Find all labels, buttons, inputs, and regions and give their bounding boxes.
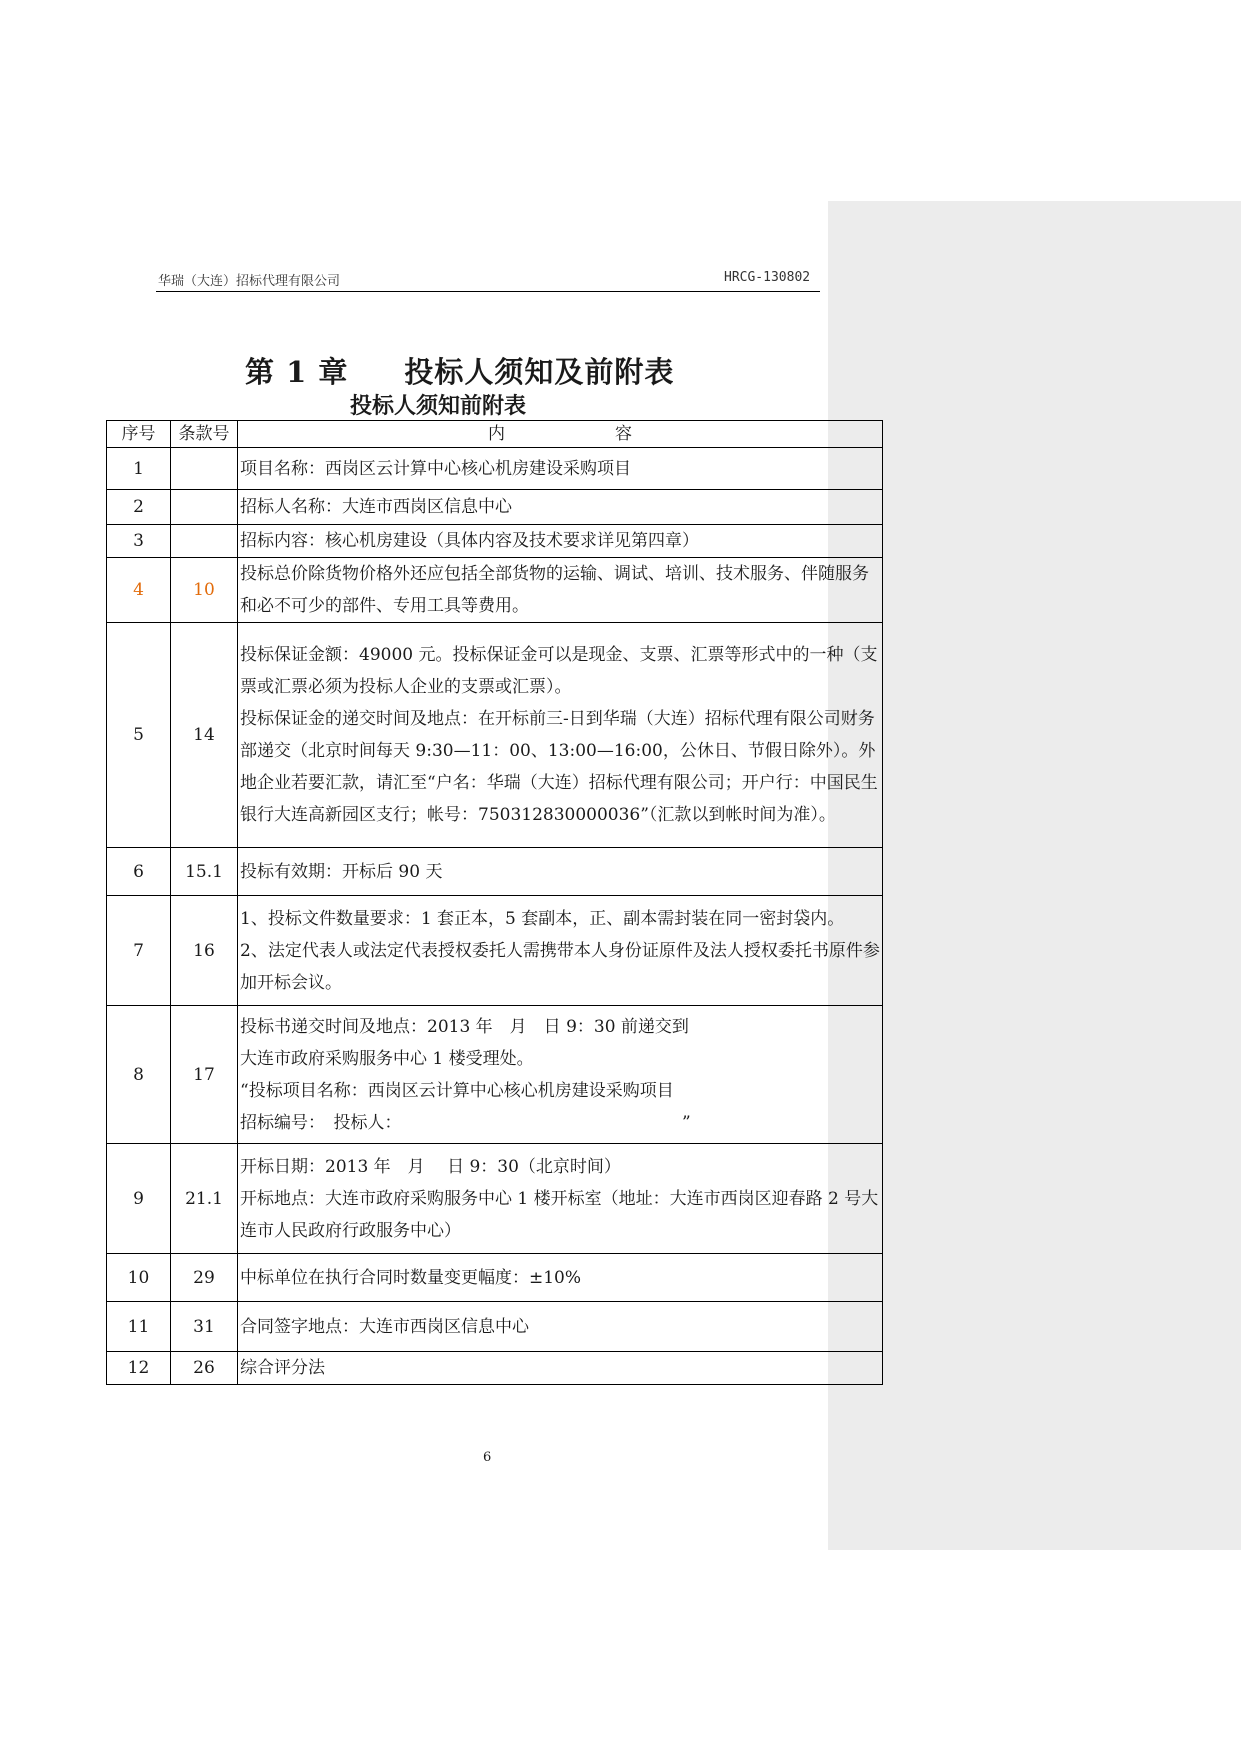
header-rule <box>156 291 820 292</box>
row-seq: 8 <box>107 1006 171 1144</box>
table-row <box>107 848 883 896</box>
row-seq: 3 <box>107 525 171 558</box>
row-seq: 12 <box>107 1352 171 1385</box>
row-clause: 31 <box>171 1302 238 1352</box>
table-title: 投标人须知前附表 <box>350 393 527 419</box>
row-clause: 17 <box>171 1006 238 1144</box>
header-content <box>238 421 883 448</box>
chapter-title <box>245 350 674 391</box>
chapter-name: 投标人须知及前附表 <box>404 355 675 389</box>
table-row <box>107 896 883 1006</box>
content-line: “投标项目名称：西岗区云计算中心核心机房建设采购项目 <box>240 1080 674 1101</box>
row-clause: 15.1 <box>171 848 238 896</box>
table-row <box>107 490 883 525</box>
content-line: 合同签字地点：大连市西岗区信息中心 <box>240 1316 529 1337</box>
content-line: 投标总价除货物价格外还应包括全部货物的运输、调试、培训、技术服务、伴随服务和必不可少的部件、专用工具等费用。 <box>240 564 869 616</box>
header-company: 华瑞（大连）招标代理有限公司 <box>158 274 341 289</box>
content-line: 开标日期：2013 年 月 日 9：30（北京时间） <box>240 1156 621 1177</box>
row-content <box>238 1006 883 1144</box>
row-seq: 11 <box>107 1302 171 1352</box>
table-row <box>107 1254 883 1302</box>
row-content <box>238 448 883 490</box>
row-seq: 1 <box>107 448 171 490</box>
row-clause: 21.1 <box>171 1144 238 1254</box>
comment-pane <box>828 201 1241 1550</box>
row-content <box>238 1302 883 1352</box>
row-seq: 2 <box>107 490 171 525</box>
content-line: 2、法定代表人或法定代表授权委托人需携带本人身份证原件及法人授权委托书原件参加开标会议。 <box>240 940 880 993</box>
row-seq: 4 <box>107 558 171 623</box>
row-content <box>238 848 883 896</box>
table-row <box>107 525 883 558</box>
row-clause <box>171 525 238 558</box>
row-clause <box>171 490 238 525</box>
instructions-table <box>106 420 883 1385</box>
table-row <box>107 623 883 848</box>
row-clause <box>171 448 238 490</box>
row-content <box>238 490 883 525</box>
content-line: 中标单位在执行合同时数量变更幅度：±10% <box>240 1267 582 1288</box>
content-line: 投标保证金额：49000 元。投标保证金可以是现金、支票、汇票等形式中的一种（支票或汇票必须为投标人企业的支票或汇票）。 <box>240 645 878 697</box>
content-line: 投标书递交时间及地点：2013 年 月 日 9：30 前递交到 <box>240 1016 689 1037</box>
row-clause: 26 <box>171 1352 238 1385</box>
chapter-number: 第 1 章 <box>245 355 349 389</box>
content-line: 综合评分法 <box>240 1358 325 1378</box>
header-content-a: 内 <box>488 424 505 444</box>
content-line: 投标保证金的递交时间及地点：在开标前三-日到华瑞（大连）招标代理有限公司财务部递交（北京时间每天 9:30—11：00、13:00—16:00，公休日、节假日除外）。外地企业若要汇款，请汇至“户名：华瑞（大连）招标代理有限公司；开户行：中国民生银行大连高新园区支行；帐号：750312830000036”（汇款以到帐时间为准）。 <box>240 709 878 825</box>
row-content <box>238 558 883 623</box>
content-line: 投标有效期：开标后 90 天 <box>240 861 443 882</box>
row-seq: 7 <box>107 896 171 1006</box>
content-line: 招标人名称：大连市西岗区信息中心 <box>240 497 512 517</box>
row-seq: 9 <box>107 1144 171 1254</box>
table-row <box>107 1352 883 1385</box>
row-content <box>238 1254 883 1302</box>
content-line: 开标地点：大连市政府采购服务中心 1 楼开标室（地址：大连市西岗区迎春路 2 号大连市人民政府行政服务中心） <box>240 1188 879 1241</box>
header-seq: 序号 <box>107 421 171 448</box>
table-row <box>107 448 883 490</box>
row-seq: 10 <box>107 1254 171 1302</box>
row-content <box>238 896 883 1006</box>
row-clause: 10 <box>171 558 238 623</box>
header-doc-code: HRCG-130802 <box>724 270 811 285</box>
row-content <box>238 1144 883 1254</box>
header-clause: 条款号 <box>171 421 238 448</box>
content-line: 大连市政府采购服务中心 1 楼受理处。 <box>240 1048 534 1069</box>
row-clause: 16 <box>171 896 238 1006</box>
row-content <box>238 525 883 558</box>
header-content-b: 容 <box>615 424 632 444</box>
table-row <box>107 1006 883 1144</box>
row-clause: 29 <box>171 1254 238 1302</box>
table-row <box>107 1302 883 1352</box>
content-line: 招标内容：核心机房建设（具体内容及技术要求详见第四章） <box>240 531 699 551</box>
content-line: 项目名称：西岗区云计算中心核心机房建设采购项目 <box>240 458 631 479</box>
row-content <box>238 623 883 848</box>
row-content <box>238 1352 883 1385</box>
content-line: 招标编号： 投标人： ” <box>240 1112 691 1133</box>
table-header-row <box>107 421 883 448</box>
table-row <box>107 1144 883 1254</box>
row-clause: 14 <box>171 623 238 848</box>
table-row <box>107 558 883 623</box>
row-seq: 5 <box>107 623 171 848</box>
content-line: 1、投标文件数量要求：1 套正本，5 套副本，正、副本需封装在同一密封袋内。 <box>240 908 845 929</box>
row-seq: 6 <box>107 848 171 896</box>
page-number: 6 <box>483 1450 492 1465</box>
